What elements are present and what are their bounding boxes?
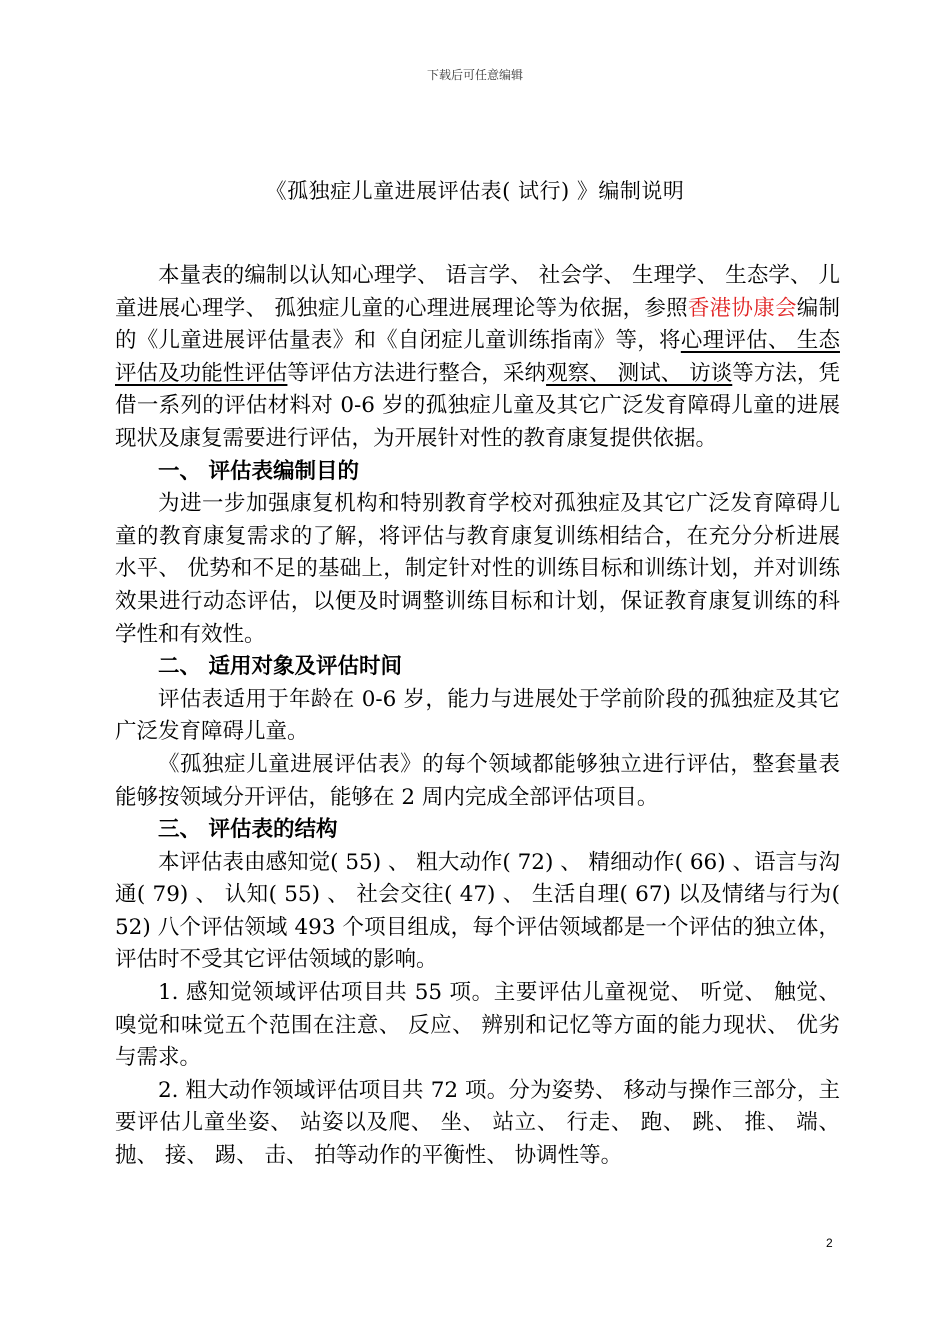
underlined-techniques: 观察、 测试、 访谈: [546, 360, 733, 386]
paragraph-target: 评估表适用于年龄在 0-6 岁，能力与进展处于学前阶段的孤独症及其它广泛发育障碍儿童。: [115, 686, 840, 745]
intro-paragraph: [115, 260, 840, 456]
section-heading-3: 三、 评估表的结构: [158, 817, 338, 843]
highlighted-organization: 香港协康会: [687, 295, 797, 321]
intro-text-3: 等评估方法进行整合，采纳: [287, 360, 547, 386]
paragraph-purpose: 为进一步加强康复机构和特别教育学校对孤独症及其它广泛发育障碍儿童的教育康复需求的了解，将评估与教育康复训练相结合，在充分分析进展水平、 优势和不足的基础上，制定针对性的训练目标和训练计划，并对训练效果进行动态评估，以便及时调整训练目标和计划，保证教育康复训练的科学性和有效性。: [115, 491, 840, 647]
paragraph-gross-motor: 2. 粗大动作领域评估项目共 72 项。分为姿势、 移动与操作三部分，主要评估儿童坐姿、 站姿以及爬、 坐、 站立、 行走、 跑、 跳、 推、 端、 抛、 接、 踢、 击、 拍等动作的平衡性、 协调性等。: [115, 1077, 840, 1169]
paragraph-perception: 1. 感知觉领域评估项目共 55 项。主要评估儿童视觉、 听觉、 触觉、 嗅觉和味觉五个范围在注意、 反应、 辨别和记忆等方面的能力现状、 优劣与需求。: [115, 980, 840, 1071]
intro-text-4: 等方法，凭借一系列的评估材料对 0-6 岁的孤独症儿童及其它广泛发育障碍儿童的进展现状及康复需要进行评估，为开展针对性的教育康复提供依据。: [115, 360, 840, 451]
paragraph-timing: 《孤独症儿童进展评估表》的每个领域都能够独立进行评估，整套量表能够按领域分开评估，能够在 2 周内完成全部评估项目。: [115, 751, 840, 810]
section-heading-2: 二、 适用对象及评估时间: [158, 654, 402, 680]
underlined-methods: 心理评估、 生态评估及功能性评估: [115, 328, 840, 386]
paragraph-structure: 本评估表由感知觉( 55) 、 粗大动作( 72) 、 精细动作( 66) 、语言与沟通( 79) 、 认知( 55) 、 社会交往( 47) 、 生活自理( 67) 以及情绪与行为( 52) 八个评估领域 493 个项目组成，每个评估领域都是一个评估的独立体，评估时不受其它评估领域的影响。: [115, 849, 840, 973]
intro-text-1: 本量表的编制以认知心理学、 语言学、 社会学、 生理学、 生态学、 儿童进展心理学、 孤独症儿童的心理进展理论等为依据，参照: [115, 263, 840, 321]
page-number: 2: [826, 1236, 833, 1250]
page-header: 下载后可任意编辑: [426, 68, 523, 82]
document-body: [115, 260, 840, 1173]
intro-text-2: 编制的《儿童进展评估量表》和《自闭症儿童训练指南》等，将: [115, 295, 840, 354]
section-heading-1: 一、 评估表编制目的: [158, 458, 359, 484]
document-title: 《孤独症儿童进展评估表( 试行) 》编制说明: [265, 179, 685, 203]
